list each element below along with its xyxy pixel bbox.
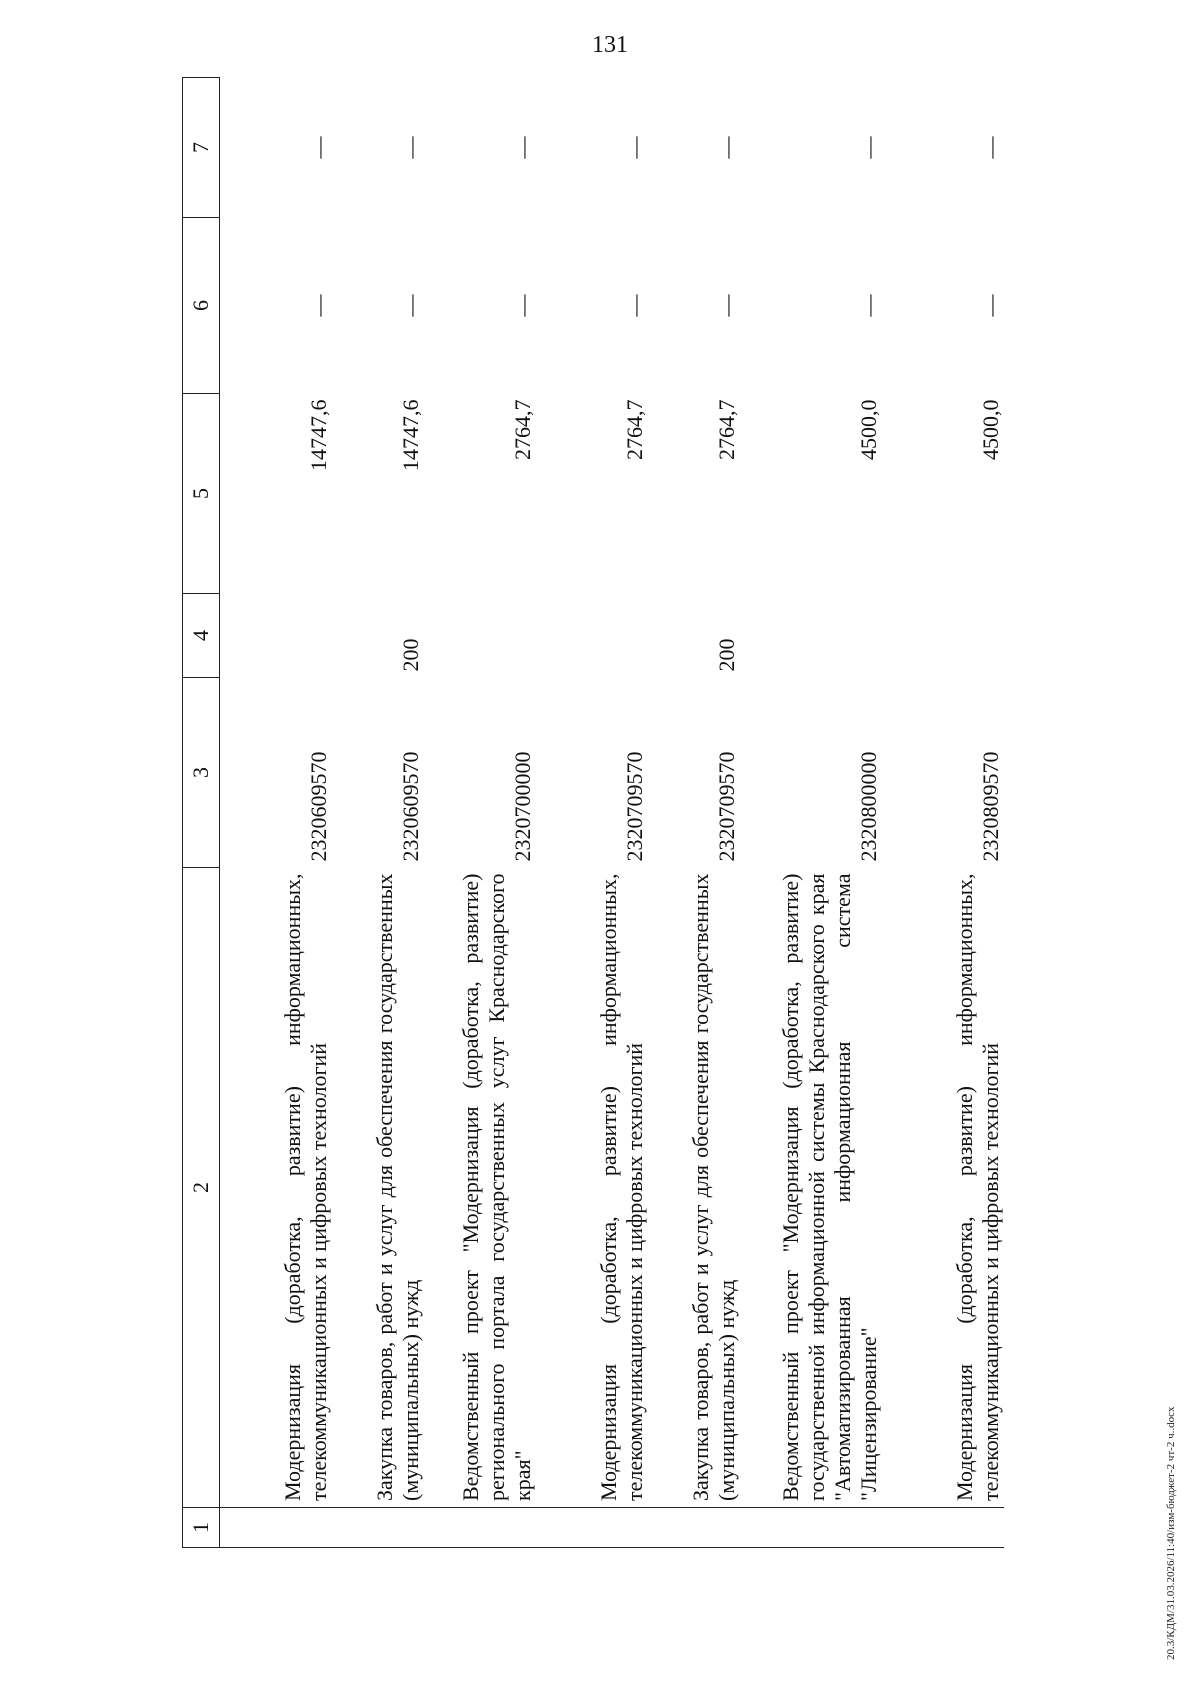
row-type-cell xyxy=(220,594,332,678)
table-row xyxy=(332,78,424,1548)
table-row xyxy=(424,78,536,1548)
row-name-cell: Модернизация (доработка, развитие) информационных, телекоммуникационных и цифровых технологий xyxy=(882,868,1004,1508)
table-row xyxy=(740,78,882,1548)
row-code-cell: 2320809570 xyxy=(977,751,1003,862)
row-col6-cell: — xyxy=(855,294,881,317)
header-cell: 1 xyxy=(183,1508,220,1548)
table-row xyxy=(648,78,740,1548)
row-code-cell: 2320609570 xyxy=(305,751,331,862)
header-cell: 6 xyxy=(183,218,220,394)
row-amount-cell: 14747,6 xyxy=(397,399,423,471)
row-col7-cell: — xyxy=(305,136,331,159)
row-name-cell: Ведомственный проект "Модернизация (доработка, развитие) регионального портала государственных услуг Краснодарского края" xyxy=(424,868,536,1508)
row-amount-cell: 2764,7 xyxy=(621,399,647,460)
row-col7-cell: — xyxy=(713,136,739,159)
row-amount-cell: 2764,7 xyxy=(509,399,535,460)
row-code-cell: 2320800000 xyxy=(855,751,881,862)
row-number-cell xyxy=(332,1508,424,1548)
row-col7-cell: — xyxy=(621,136,647,159)
header-cell: 5 xyxy=(183,394,220,594)
row-amount-cell: 2764,7 xyxy=(713,399,739,460)
row-type-cell: 200 xyxy=(713,638,739,672)
row-code-cell: 2320709570 xyxy=(621,751,647,862)
row-name-cell: Закупка товаров, работ и услуг для обеспечения государственных (муниципальных) нужд xyxy=(648,868,740,1508)
row-number-cell xyxy=(648,1508,740,1548)
budget-table xyxy=(182,77,1004,1548)
row-col6-cell: — xyxy=(305,294,331,317)
row-number-cell xyxy=(220,1508,332,1548)
row-code-cell: 2320709570 xyxy=(713,751,739,862)
row-amount-cell: 4500,0 xyxy=(855,399,881,460)
row-col7-cell: — xyxy=(855,136,881,159)
row-name-cell: Модернизация (доработка, развитие) информационных, телекоммуникационных и цифровых технологий xyxy=(220,868,332,1508)
row-col6-cell: — xyxy=(621,294,647,317)
row-col6-cell: — xyxy=(977,294,1003,317)
row-col6-cell: — xyxy=(713,294,739,317)
header-cell: 2 xyxy=(183,868,220,1508)
row-amount-cell: 4500,0 xyxy=(977,399,1003,460)
row-col7-cell: — xyxy=(977,136,1003,159)
row-name-cell: Модернизация (доработка, развитие) информационных, телекоммуникационных и цифровых технологий xyxy=(536,868,648,1508)
row-number-cell xyxy=(882,1508,1004,1548)
row-type-cell xyxy=(536,594,648,678)
row-type-cell xyxy=(740,594,882,678)
row-code-cell: 2320700000 xyxy=(509,751,535,862)
table-row xyxy=(882,78,1004,1548)
row-col6-cell: — xyxy=(397,294,423,317)
row-number-cell xyxy=(536,1508,648,1548)
row-type-cell: 200 xyxy=(397,638,423,672)
row-col7-cell: — xyxy=(397,136,423,159)
row-name-cell: Ведомственный проект "Модернизация (доработка, развитие) государственной информационной системы Краснодарского края "Автоматизированная информационная система "Лицензирование" xyxy=(740,868,882,1508)
row-name-cell: Закупка товаров, работ и услуг для обеспечения государственных (муниципальных) нужд xyxy=(332,868,424,1508)
row-type-cell xyxy=(882,594,1004,678)
page-number: 131 xyxy=(592,32,628,58)
table-row xyxy=(220,78,332,1548)
rotated-table-container xyxy=(182,78,1102,1548)
row-number-cell xyxy=(740,1508,882,1548)
header-cell: 4 xyxy=(183,594,220,678)
row-code-cell: 2320609570 xyxy=(397,751,423,862)
header-cell: 3 xyxy=(183,678,220,868)
row-amount-cell: 14747,6 xyxy=(305,399,331,471)
row-type-cell xyxy=(424,594,536,678)
row-col7-cell: — xyxy=(509,136,535,159)
footer-file-path: 20.3/КДМ/31.03.2026/11:40/изм-бюджет-2 чт-2 ч..docx xyxy=(1165,1406,1177,1660)
header-row xyxy=(183,78,220,1548)
table-row xyxy=(536,78,648,1548)
row-col6-cell: — xyxy=(509,294,535,317)
header-cell: 7 xyxy=(183,78,220,218)
row-number-cell xyxy=(424,1508,536,1548)
